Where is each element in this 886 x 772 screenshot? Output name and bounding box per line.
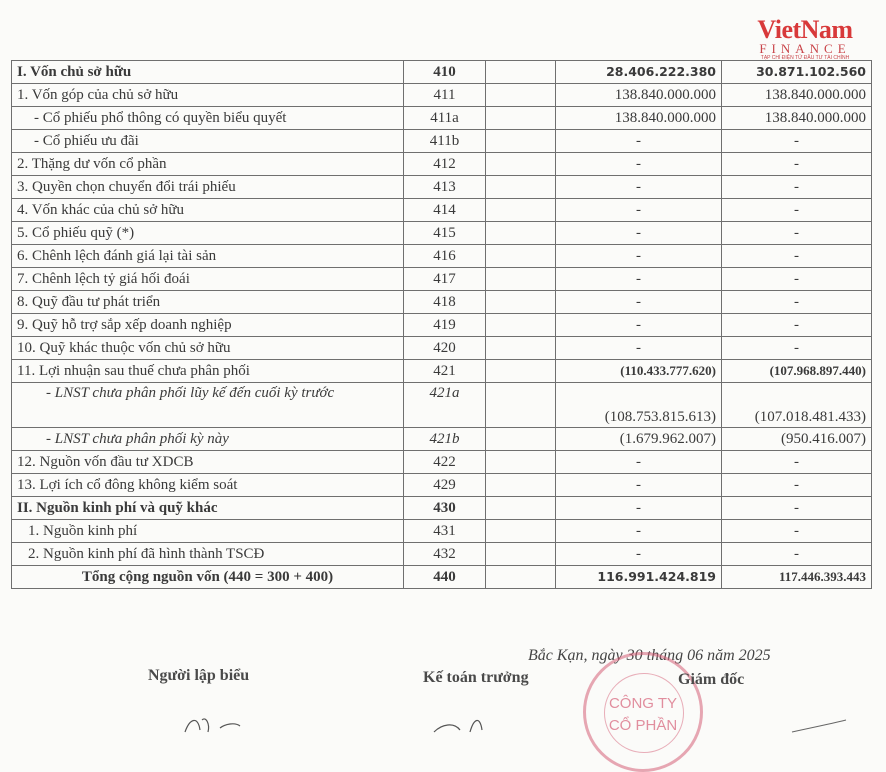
row-note [486, 199, 556, 222]
row-current-value: - [556, 245, 722, 268]
row-current-value: (108.753.815.613) [556, 383, 722, 428]
row-note [486, 543, 556, 566]
logo-main-text: VietNam [757, 15, 853, 44]
row-current-value: - [556, 153, 722, 176]
row-code: 411 [404, 84, 486, 107]
row-label: - Cổ phiếu phổ thông có quyền biểu quyết [12, 107, 404, 130]
row-previous-value: 138.840.000.000 [722, 107, 872, 130]
row-previous-value: - [722, 245, 872, 268]
row-label: 13. Lợi ích cổ đông không kiểm soát [12, 474, 404, 497]
row-note [486, 291, 556, 314]
row-previous-value: 117.446.393.443 [722, 566, 872, 589]
row-note [486, 107, 556, 130]
director-signature-icon [790, 718, 850, 734]
row-label: I. Vốn chủ sở hữu [12, 61, 404, 84]
row-previous-value: (950.416.007) [722, 428, 872, 451]
row-label: 3. Quyền chọn chuyển đổi trái phiếu [12, 176, 404, 199]
row-code: 411b [404, 130, 486, 153]
balance-sheet-equity-table [11, 60, 872, 589]
table-row [12, 497, 872, 520]
row-code: 430 [404, 497, 486, 520]
table-row [12, 130, 872, 153]
row-label: 11. Lợi nhuận sau thuế chưa phân phối [12, 360, 404, 383]
table-row [12, 543, 872, 566]
row-code: 416 [404, 245, 486, 268]
row-current-value: - [556, 291, 722, 314]
row-code: 422 [404, 451, 486, 474]
row-current-value: - [556, 314, 722, 337]
row-note [486, 153, 556, 176]
table-row [12, 199, 872, 222]
row-label: 12. Nguồn vốn đầu tư XDCB [12, 451, 404, 474]
row-label: 2. Nguồn kinh phí đã hình thành TSCĐ [12, 543, 404, 566]
row-current-value: 28.406.222.380 [556, 61, 722, 84]
accountant-signature-icon [430, 714, 510, 734]
row-note [486, 383, 556, 428]
row-code: 440 [404, 566, 486, 589]
table-row [12, 360, 872, 383]
row-previous-value: (107.968.897.440) [722, 360, 872, 383]
signatory-director: Giám đốc [678, 671, 745, 688]
row-note [486, 61, 556, 84]
row-note [486, 337, 556, 360]
report-date-line: Bắc Kạn, ngày 30 tháng 06 năm 2025 [528, 647, 771, 664]
row-current-value: - [556, 176, 722, 199]
row-note [486, 268, 556, 291]
row-code: 421b [404, 428, 486, 451]
row-note [486, 84, 556, 107]
row-label: 9. Quỹ hỗ trợ sắp xếp doanh nghiệp [12, 314, 404, 337]
row-current-value: 116.991.424.819 [556, 566, 722, 589]
row-code: 411a [404, 107, 486, 130]
company-stamp [583, 652, 703, 772]
row-note [486, 566, 556, 589]
table-row [12, 84, 872, 107]
row-previous-value: - [722, 199, 872, 222]
row-code: 419 [404, 314, 486, 337]
row-code: 421 [404, 360, 486, 383]
stamp-text-line1: CÔNG TY [608, 695, 678, 712]
row-previous-value: - [722, 222, 872, 245]
row-previous-value: - [722, 520, 872, 543]
table-row [12, 107, 872, 130]
table-row [12, 268, 872, 291]
table-row [12, 291, 872, 314]
row-current-value: - [556, 497, 722, 520]
row-code: 420 [404, 337, 486, 360]
row-previous-value: - [722, 130, 872, 153]
row-note [486, 360, 556, 383]
signatory-chief-accountant: Kế toán trưởng [423, 669, 529, 686]
table-row [12, 451, 872, 474]
row-previous-value: - [722, 176, 872, 199]
row-previous-value: (107.018.481.433) [722, 383, 872, 428]
table-row [12, 428, 872, 451]
row-code: 432 [404, 543, 486, 566]
row-label: - LNST chưa phân phối kỳ này [12, 428, 404, 451]
stamp-text-line2: CỔ PHẦN [608, 717, 678, 734]
row-previous-value: - [722, 497, 872, 520]
row-label: 8. Quỹ đầu tư phát triển [12, 291, 404, 314]
row-current-value: - [556, 543, 722, 566]
row-label: - LNST chưa phân phối lũy kế đến cuối kỳ trước [12, 383, 404, 428]
row-code: 412 [404, 153, 486, 176]
row-current-value: - [556, 474, 722, 497]
vietnam-finance-logo [748, 15, 862, 62]
row-current-value: - [556, 130, 722, 153]
row-note [486, 428, 556, 451]
row-note [486, 451, 556, 474]
row-code: 431 [404, 520, 486, 543]
row-current-value: - [556, 199, 722, 222]
row-label: 5. Cổ phiếu quỹ (*) [12, 222, 404, 245]
row-note [486, 474, 556, 497]
table-row [12, 566, 872, 589]
row-previous-value: - [722, 337, 872, 360]
table-row [12, 314, 872, 337]
table-row [12, 222, 872, 245]
row-code: 410 [404, 61, 486, 84]
logo-sub-text: FINANCE [759, 41, 851, 56]
stamp-inner-ring [604, 673, 684, 753]
row-previous-value: - [722, 543, 872, 566]
table-row [12, 474, 872, 497]
row-label: 6. Chênh lệch đánh giá lại tài sản [12, 245, 404, 268]
row-current-value: - [556, 337, 722, 360]
row-note [486, 520, 556, 543]
row-note [486, 497, 556, 520]
row-label: 1. Vốn góp của chủ sở hữu [12, 84, 404, 107]
table-row [12, 337, 872, 360]
preparer-signature-icon [180, 714, 260, 734]
row-label: - Cổ phiếu ưu đãi [12, 130, 404, 153]
row-current-value: 138.840.000.000 [556, 107, 722, 130]
row-note [486, 130, 556, 153]
logo-tagline: TẠP CHÍ ĐIỆN TỬ ĐẦU TƯ TÀI CHÍNH [760, 55, 850, 61]
row-label: Tổng cộng nguồn vốn (440 = 300 + 400) [12, 566, 404, 589]
row-previous-value: 138.840.000.000 [722, 84, 872, 107]
row-note [486, 314, 556, 337]
row-current-value: - [556, 222, 722, 245]
row-current-value: - [556, 520, 722, 543]
row-note [486, 176, 556, 199]
row-code: 429 [404, 474, 486, 497]
row-code: 415 [404, 222, 486, 245]
table-row [12, 176, 872, 199]
row-code: 421a [404, 383, 486, 428]
row-previous-value: - [722, 291, 872, 314]
row-label: 10. Quỹ khác thuộc vốn chủ sở hữu [12, 337, 404, 360]
table-row [12, 520, 872, 543]
row-note [486, 222, 556, 245]
row-current-value: 138.840.000.000 [556, 84, 722, 107]
table-row [12, 153, 872, 176]
row-code: 417 [404, 268, 486, 291]
row-previous-value: - [722, 153, 872, 176]
row-current-value: (1.679.962.007) [556, 428, 722, 451]
row-label: 2. Thặng dư vốn cổ phần [12, 153, 404, 176]
table-row [12, 383, 872, 428]
row-previous-value: - [722, 314, 872, 337]
row-code: 418 [404, 291, 486, 314]
row-current-value: (110.433.777.620) [556, 360, 722, 383]
row-label: 7. Chênh lệch tỷ giá hối đoái [12, 268, 404, 291]
row-label: II. Nguồn kinh phí và quỹ khác [12, 497, 404, 520]
row-label: 4. Vốn khác của chủ sở hữu [12, 199, 404, 222]
row-code: 413 [404, 176, 486, 199]
table-row [12, 245, 872, 268]
row-previous-value: - [722, 451, 872, 474]
row-previous-value: - [722, 474, 872, 497]
row-code: 414 [404, 199, 486, 222]
row-label: 1. Nguồn kinh phí [12, 520, 404, 543]
row-previous-value: - [722, 268, 872, 291]
row-current-value: - [556, 451, 722, 474]
row-note [486, 245, 556, 268]
signatory-preparer: Người lập biểu [148, 667, 250, 684]
row-current-value: - [556, 268, 722, 291]
row-previous-value: 30.871.102.560 [722, 61, 872, 84]
table-row [12, 61, 872, 84]
